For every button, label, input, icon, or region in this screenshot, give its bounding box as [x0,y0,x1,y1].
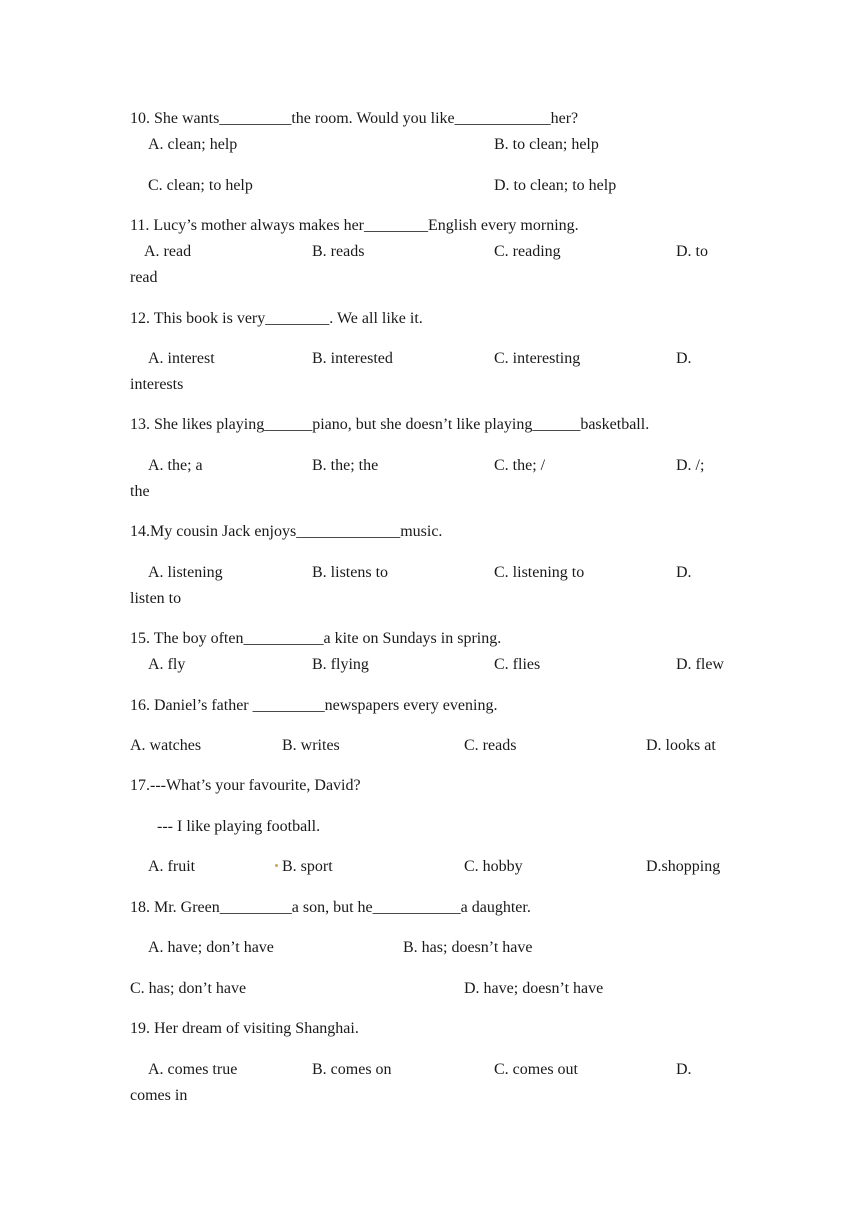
question-12-option-c: C. interesting [494,350,581,367]
question-11-option-c: C. reading [494,243,561,260]
question-18-option-b: B. has; doesn’t have [403,939,533,956]
question-12-option-d-wrap: interests [130,376,184,393]
question-17-answer-line: --- I like playing football. [157,818,321,835]
question-17-option-b: B. sport [282,858,333,875]
question-12-stem: 12. This book is very________. We all like it. [130,310,423,327]
question-13-option-d: D. /; [676,457,705,474]
question-13-option-c: C. the; / [494,457,546,474]
question-16-option-c: C. reads [464,737,517,754]
question-19-option-c: C. comes out [494,1061,578,1078]
question-15-stem: 15. The boy often__________a kite on Sundays in spring. [130,630,502,647]
question-16-option-d: D. looks at [646,737,716,754]
question-17-option-a: A. fruit [148,858,196,875]
question-19-option-a: A. comes true [148,1061,238,1078]
question-10-option-b: B. to clean; help [494,136,599,153]
question-11-option-d: D. to [676,243,708,260]
question-10-option-d: D. to clean; to help [494,177,617,194]
question-16-stem: 16. Daniel’s father _________newspapers every evening. [130,697,498,714]
question-11-option-b: B. reads [312,243,365,260]
question-16-option-b: B. writes [282,737,340,754]
question-15-option-d: D. flew [676,656,724,673]
question-13-option-d-wrap: the [130,483,150,500]
question-11-option-a: A. read [144,243,192,260]
question-18-option-a: A. have; don’t have [148,939,274,956]
question-17-option-c: C. hobby [464,858,523,875]
question-14-option-b: B. listens to [312,564,389,581]
question-15-option-a: A. fly [148,656,186,673]
ink-dot-mark [275,864,278,867]
question-10-option-c: C. clean; to help [148,177,253,194]
question-12-option-d: D. [676,350,692,367]
question-14-option-d: D. [676,564,692,581]
question-18-option-d: D. have; doesn’t have [464,980,604,997]
question-10-stem: 10. She wants_________the room. Would you like____________her? [130,110,579,127]
question-14-stem: 14.My cousin Jack enjoys_____________music. [130,523,443,540]
question-19-stem: 19. Her dream of visiting Shanghai. [130,1020,359,1037]
question-18-stem: 18. Mr. Green_________a son, but he___________a daughter. [130,899,531,916]
question-16-option-a: A. watches [130,737,202,754]
question-14-option-c: C. listening to [494,564,585,581]
question-12-option-a: A. interest [148,350,215,367]
question-15-option-c: C. flies [494,656,541,673]
question-10-option-a: A. clean; help [148,136,238,153]
question-18-option-c: C. has; don’t have [130,980,247,997]
question-17-stem: 17.---What’s your favourite, David? [130,777,361,794]
question-13-option-a: A. the; a [148,457,203,474]
question-17-option-d: D.shopping [646,858,721,875]
question-14-option-d-wrap: listen to [130,590,182,607]
question-11-stem: 11. Lucy’s mother always makes her________English every morning. [130,217,579,234]
question-19-option-d: D. [676,1061,692,1078]
question-14-option-a: A. listening [148,564,223,581]
question-15-option-b: B. flying [312,656,369,673]
question-11-option-d-wrap: read [130,269,158,286]
question-12-option-b: B. interested [312,350,393,367]
question-13-stem: 13. She likes playing______piano, but she doesn’t like playing______basketball. [130,416,650,433]
question-19-option-d-wrap: comes in [130,1087,188,1104]
question-13-option-b: B. the; the [312,457,379,474]
question-19-option-b: B. comes on [312,1061,392,1078]
